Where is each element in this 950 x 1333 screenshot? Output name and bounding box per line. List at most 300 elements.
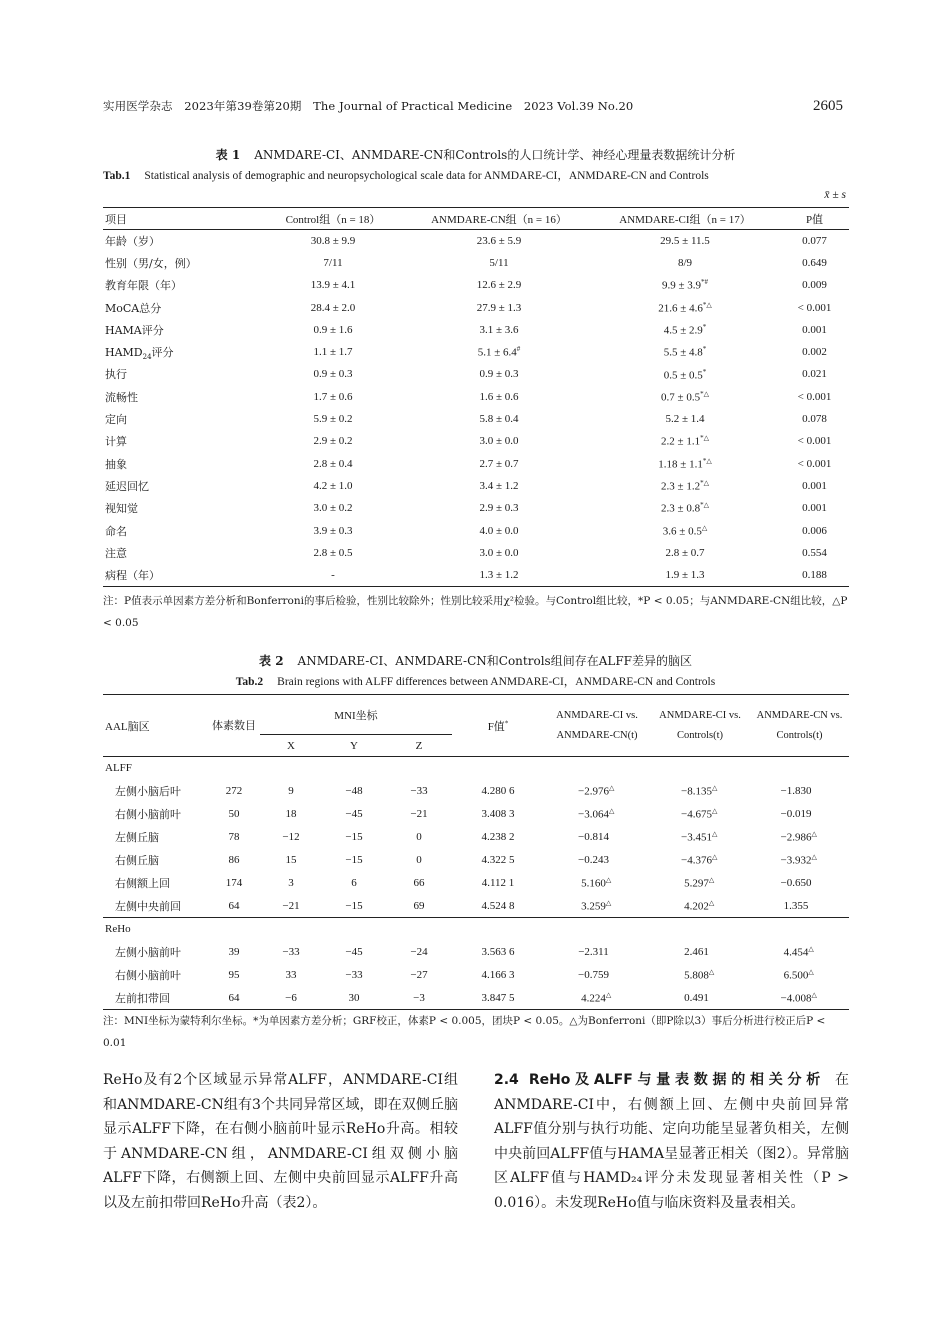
ci-value: 1.9 ± 1.3 bbox=[665, 568, 705, 581]
t-mark: △ bbox=[608, 807, 615, 816]
cell-p: 0.009 bbox=[802, 279, 827, 292]
t-mark: △ bbox=[811, 830, 817, 839]
cell-item bbox=[103, 363, 258, 385]
table2-caption-en bbox=[103, 673, 848, 689]
t-value: −4.376 bbox=[681, 854, 712, 867]
t-value: −3.932 bbox=[780, 854, 812, 867]
cell-cn bbox=[408, 341, 590, 363]
table-row bbox=[103, 230, 849, 252]
cell-voxels: 86 bbox=[228, 854, 240, 866]
t-value: −0.019 bbox=[780, 808, 812, 820]
table-row bbox=[103, 895, 849, 918]
body-left-column: ReHo及有2个区域显示异常ALFF，ANMDARE-CI组和ANMDARE-CN组有3个共同异常区域，即在双侧丘脑显示ALFF下降，在右侧小脑前叶显示ReHo升高。相较于ANMDARE-CN组，ANMDARE-CI组双侧小脑ALFF下降，右侧额上回、左侧中央前回显示ALFF升高以及左前扣带回ReHo升高（表2）。 bbox=[103, 1072, 458, 1211]
table-row bbox=[103, 497, 849, 519]
t-value: −2.986 bbox=[780, 831, 812, 844]
cell-control: 2.8 ± 0.4 bbox=[313, 457, 353, 470]
cell-p: < 0.001 bbox=[797, 301, 832, 314]
cn-value: 5.1 ± 6.4 bbox=[477, 346, 517, 359]
table1-unit: x̄ ± s bbox=[824, 189, 846, 201]
cell-ci-vs-ctrl bbox=[650, 941, 750, 964]
cell-ci-vs-cn bbox=[544, 780, 650, 803]
cell-cn bbox=[408, 497, 590, 519]
cell-ci bbox=[590, 386, 780, 408]
cell-ci-vs-ctrl bbox=[650, 849, 750, 872]
cn-value: 5.8 ± 0.4 bbox=[479, 413, 519, 426]
item-tail: 评分 bbox=[151, 345, 174, 359]
cell-region: 左前扣带回 bbox=[103, 987, 208, 1010]
ci-mark: *△ bbox=[702, 456, 712, 465]
cell-p: 0.002 bbox=[802, 346, 827, 359]
cn-value: 3.4 ± 1.2 bbox=[479, 479, 519, 492]
table2-label-en: Tab.2 bbox=[235, 676, 264, 688]
ci-mark: * bbox=[702, 323, 707, 331]
cn-value: 3.0 ± 0.0 bbox=[479, 435, 519, 448]
cell-ci bbox=[590, 230, 780, 252]
cell-voxels: 95 bbox=[228, 969, 240, 981]
cell-z: −33 bbox=[410, 785, 428, 797]
item-label: 延迟回忆 bbox=[105, 479, 149, 493]
cell-control: 13.9 ± 4.1 bbox=[310, 279, 356, 292]
item-label: 性别（男/女，例） bbox=[105, 256, 197, 270]
cell-voxels: 50 bbox=[228, 808, 240, 820]
group-row bbox=[103, 918, 849, 941]
t-value: −0.243 bbox=[578, 854, 609, 866]
table2-caption-cn bbox=[103, 652, 848, 669]
table1-header-row bbox=[103, 208, 849, 230]
cell-cn-vs-ctrl bbox=[750, 941, 849, 964]
col-header-control: Control组（n = 18） bbox=[258, 208, 408, 230]
table-row bbox=[103, 430, 849, 452]
col-header-y: Y bbox=[322, 735, 386, 757]
cell-ci-vs-cn bbox=[544, 872, 650, 895]
col-header-cn: ANMDARE-CN组（n = 16） bbox=[408, 208, 590, 230]
table-row bbox=[103, 475, 849, 497]
table1-title-cn: ANMDARE-CI、ANMDARE-CN和Controls的人口统计学、神经心理量表数据统计分析 bbox=[254, 148, 736, 162]
cn-value: 2.9 ± 0.3 bbox=[479, 502, 519, 515]
cell-ci-vs-ctrl bbox=[650, 987, 750, 1010]
item-label: HAMA评分 bbox=[105, 323, 164, 337]
cell-f: 4.322 5 bbox=[481, 854, 515, 866]
cell-control: 1.1 ± 1.7 bbox=[313, 346, 353, 359]
t-mark: △ bbox=[605, 876, 612, 885]
table2-note: 注：MNI坐标为蒙特利尔坐标。*为单因素方差分析；GRF校正，体素P < 0.005，团块P < 0.05。△为Bonferroni（即P除以3）事后分析进行校正后P < 0.01 bbox=[103, 1015, 826, 1049]
cell-p: 0.006 bbox=[802, 524, 827, 537]
cell-cn bbox=[408, 319, 590, 341]
cell-ci bbox=[590, 296, 780, 318]
cell-voxels: 272 bbox=[225, 785, 243, 797]
col-header-mni: MNI坐标 bbox=[260, 695, 452, 735]
cell-x: −33 bbox=[282, 946, 300, 958]
t-mark: △ bbox=[708, 898, 715, 907]
t-value: 1.355 bbox=[783, 899, 809, 912]
col-header-f bbox=[452, 695, 544, 757]
cell-cn bbox=[408, 363, 590, 385]
cell-y: −45 bbox=[345, 808, 363, 820]
t-value: −4.675 bbox=[681, 808, 712, 821]
table1-title-en: Statistical analysis of demographic and neuropsychological scale data for ANMDARE-CI，ANMDARE-CN and Controls bbox=[144, 170, 709, 182]
cell-ci bbox=[590, 319, 780, 341]
item-label: 执行 bbox=[105, 368, 127, 382]
cell-ci bbox=[590, 274, 780, 296]
cell-p: 0.554 bbox=[802, 546, 827, 559]
cell-control: 3.0 ± 0.2 bbox=[313, 502, 353, 515]
cell-z: 0 bbox=[416, 831, 422, 843]
body-right-column bbox=[494, 1068, 849, 1216]
cell-item bbox=[103, 230, 258, 252]
cell-item bbox=[103, 564, 258, 586]
table-row bbox=[103, 849, 849, 872]
cell-cn bbox=[408, 475, 590, 497]
table-row bbox=[103, 941, 849, 964]
cell-ci-vs-ctrl bbox=[650, 780, 750, 803]
cn-value: 27.9 ± 1.3 bbox=[476, 301, 522, 314]
cell-item bbox=[103, 274, 258, 296]
table-row bbox=[103, 408, 849, 430]
item-label: 病程（年） bbox=[105, 568, 160, 582]
cn-value: 12.6 ± 2.9 bbox=[476, 279, 522, 292]
table-row bbox=[103, 872, 849, 895]
ci-mark: *# bbox=[701, 278, 709, 287]
cn-value: 4.0 ± 0.0 bbox=[479, 524, 519, 537]
t-value: −4.008 bbox=[780, 992, 812, 1005]
table1-label-cn: 表 1 bbox=[215, 148, 241, 162]
cell-x: 9 bbox=[288, 785, 294, 797]
cell-ci bbox=[590, 564, 780, 586]
cell-z: 0 bbox=[416, 854, 422, 866]
cell-item bbox=[103, 319, 258, 341]
cell-ci bbox=[590, 363, 780, 385]
ci-value: 2.8 ± 0.7 bbox=[665, 546, 705, 559]
cell-ci-vs-cn bbox=[544, 803, 650, 826]
f-label: F值 bbox=[487, 720, 505, 733]
cell-ci bbox=[590, 475, 780, 497]
cell-item bbox=[103, 542, 258, 564]
page-number: 2605 bbox=[813, 98, 843, 114]
cell-voxels: 39 bbox=[228, 946, 240, 958]
ci-value: 5.2 ± 1.4 bbox=[665, 413, 705, 426]
t-value: 2.461 bbox=[684, 946, 709, 958]
cell-control: 1.7 ± 0.6 bbox=[313, 390, 353, 403]
cell-f: 3.408 3 bbox=[481, 808, 515, 820]
cell-cn-vs-ctrl bbox=[750, 849, 849, 872]
cell-y: −15 bbox=[345, 831, 363, 843]
col-header-voxels: 体素数目 bbox=[208, 695, 260, 757]
item-label: MoCA总分 bbox=[105, 301, 162, 315]
col-header-item: 项目 bbox=[103, 208, 258, 230]
cn-value: 5/11 bbox=[489, 256, 509, 269]
cell-region: 左侧小脑前叶 bbox=[115, 946, 181, 959]
table-row bbox=[103, 803, 849, 826]
cell-p: 0.021 bbox=[802, 368, 827, 381]
table-row bbox=[103, 252, 849, 274]
cell-ci-vs-ctrl bbox=[650, 803, 750, 826]
item-label: 计算 bbox=[105, 435, 127, 449]
cell-voxels: 174 bbox=[225, 877, 243, 889]
cell-cn-vs-ctrl bbox=[750, 964, 849, 987]
cell-ci bbox=[590, 341, 780, 363]
cell-f: 4.238 2 bbox=[481, 831, 515, 843]
ci-mark: * bbox=[702, 367, 707, 376]
t-value: −3.064 bbox=[578, 808, 609, 821]
table-row bbox=[103, 964, 849, 987]
cell-cn-vs-ctrl bbox=[750, 987, 849, 1010]
table-row bbox=[103, 826, 849, 849]
cell-x: 3 bbox=[288, 877, 294, 889]
cn-value: 3.1 ± 3.6 bbox=[479, 323, 519, 336]
cell-control: 4.2 ± 1.0 bbox=[313, 479, 353, 492]
cell-ci-vs-cn bbox=[544, 964, 650, 987]
t-value: 4.454 bbox=[783, 946, 809, 959]
cell-p: 0.078 bbox=[802, 413, 827, 426]
cell-cn-vs-ctrl bbox=[750, 780, 849, 803]
cell-control: 3.9 ± 0.3 bbox=[313, 524, 353, 537]
item-label: 抽象 bbox=[105, 457, 127, 471]
cell-region: 左侧小脑后叶 bbox=[115, 785, 181, 798]
ci-value: 9.9 ± 3.9 bbox=[661, 280, 702, 293]
cell-f: 3.847 5 bbox=[452, 987, 544, 1010]
t-value: −1.830 bbox=[780, 785, 812, 797]
ci-value: 3.6 ± 0.5 bbox=[662, 525, 702, 538]
cell-voxels: 64 bbox=[208, 987, 260, 1010]
cn-value: 2.7 ± 0.7 bbox=[479, 457, 519, 470]
cn-mark: # bbox=[516, 345, 521, 354]
cell-control: - bbox=[258, 564, 408, 586]
t-mark: △ bbox=[711, 784, 718, 793]
ci-mark: * bbox=[702, 345, 707, 354]
t-value: −8.135 bbox=[681, 785, 712, 798]
ci-value: 21.6 ± 4.6 bbox=[658, 302, 703, 315]
item-label: 注意 bbox=[105, 546, 127, 560]
cell-ci-vs-cn bbox=[544, 987, 650, 1010]
cell-x: −6 bbox=[260, 987, 322, 1010]
cell-z: −3 bbox=[386, 987, 452, 1010]
cell-ci bbox=[590, 542, 780, 564]
group-name: ReHo bbox=[105, 923, 131, 936]
table1-body bbox=[103, 230, 849, 587]
cell-control: 28.4 ± 2.0 bbox=[310, 301, 356, 314]
cell-z: −21 bbox=[410, 808, 428, 820]
cell-item bbox=[103, 341, 258, 363]
cell-x: 15 bbox=[285, 854, 297, 866]
t-mark: △ bbox=[608, 784, 615, 793]
item-label: 年龄（岁） bbox=[105, 234, 160, 248]
t-value: 3.259 bbox=[581, 900, 606, 913]
table-row bbox=[103, 319, 849, 341]
col-header-region: AAL脑区 bbox=[103, 695, 208, 757]
item-label: 定向 bbox=[105, 413, 127, 427]
cell-region: 右侧小脑前叶 bbox=[115, 969, 181, 982]
col-header-cn-vs-ctrl: ANMDARE-CN vs. Controls(t) bbox=[750, 695, 849, 757]
t-mark: △ bbox=[708, 876, 715, 885]
cell-cn bbox=[408, 542, 590, 564]
cell-p: 0.001 bbox=[802, 323, 827, 336]
cell-y: 6 bbox=[351, 877, 357, 889]
ci-value: 0.5 ± 0.5 bbox=[663, 369, 703, 382]
t-mark: △ bbox=[711, 807, 718, 816]
item-label: 命名 bbox=[105, 524, 127, 538]
cell-cn-vs-ctrl bbox=[750, 826, 849, 849]
cell-cn bbox=[408, 408, 590, 430]
item-subscript: 24 bbox=[142, 352, 152, 361]
item-label: 教育年限（年） bbox=[105, 279, 182, 293]
cell-x: 18 bbox=[285, 808, 297, 820]
table-row bbox=[103, 296, 849, 318]
ci-mark: *△ bbox=[700, 389, 709, 398]
cell-cn bbox=[408, 230, 590, 252]
cell-control: 0.9 ± 1.6 bbox=[313, 323, 353, 336]
ci-value: 2.3 ± 0.8 bbox=[661, 503, 701, 516]
cell-control: 30.8 ± 9.9 bbox=[310, 234, 356, 247]
table2-label-cn: 表 2 bbox=[259, 654, 284, 668]
cell-region: 左侧中央前回 bbox=[103, 895, 208, 918]
cell-cn-vs-ctrl bbox=[750, 872, 849, 895]
cell-f: 4.280 6 bbox=[481, 785, 515, 797]
section-text: 在ANMDARE-CI中，右侧额上回、左侧中央前回异常ALFF值分别与执行功能、定向功能呈显著负相关，左侧中央前回ALFF值与HAMA呈显著正相关（图2）。异常脑区ALFF值与HAMD₂₄评分未发现显著相关性（P > 0.016）。未发现ReHo值与临床资料及量表相关。 bbox=[494, 1072, 849, 1211]
item-label: 流畅性 bbox=[105, 390, 138, 404]
cell-voxels: 78 bbox=[228, 831, 240, 843]
t-mark: △ bbox=[808, 968, 814, 977]
cell-cn-vs-ctrl bbox=[750, 895, 849, 918]
table1-caption-en bbox=[103, 167, 848, 183]
cell-y: −33 bbox=[345, 969, 363, 981]
ci-value: 2.3 ± 1.2 bbox=[661, 480, 701, 493]
cn-value: 3.0 ± 0.0 bbox=[479, 546, 519, 559]
ci-mark: △ bbox=[701, 523, 708, 532]
cn-value: 1.6 ± 0.6 bbox=[479, 390, 519, 403]
t-value: −3.451 bbox=[681, 831, 712, 844]
cn-value: 1.3 ± 1.2 bbox=[479, 568, 519, 581]
t-value: −0.814 bbox=[578, 831, 609, 843]
cell-z: −27 bbox=[410, 969, 428, 981]
t-mark: △ bbox=[711, 830, 718, 839]
cell-item bbox=[103, 519, 258, 541]
ci-mark: *△ bbox=[700, 479, 709, 488]
cell-y: −15 bbox=[322, 895, 386, 918]
cell-p: < 0.001 bbox=[797, 435, 832, 448]
journal-info: 实用医学杂志 2023年第39卷第20期 The Journal of Practical Medicine 2023 Vol.39 No.20 bbox=[103, 99, 634, 113]
cell-p: 0.001 bbox=[802, 479, 827, 492]
cell-cn bbox=[408, 386, 590, 408]
t-value: 5.160 bbox=[581, 877, 606, 890]
cell-item bbox=[103, 386, 258, 408]
cell-ci-vs-ctrl bbox=[650, 964, 750, 987]
cell-region: 右侧小脑前叶 bbox=[115, 808, 181, 821]
table-row bbox=[103, 341, 849, 363]
table-row bbox=[103, 519, 849, 541]
cell-y: −45 bbox=[345, 946, 363, 958]
cell-p: < 0.001 bbox=[797, 457, 832, 470]
cell-p: 0.001 bbox=[802, 502, 827, 515]
ci-value: 1.18 ± 1.1 bbox=[658, 458, 703, 471]
item-label: HAMD bbox=[105, 345, 143, 359]
cell-y: −15 bbox=[345, 854, 363, 866]
t-value: 4.202 bbox=[684, 900, 709, 913]
cell-item bbox=[103, 296, 258, 318]
cn-value: 0.9 ± 0.3 bbox=[479, 368, 519, 381]
ci-value: 8/9 bbox=[677, 256, 693, 269]
cell-ci bbox=[590, 430, 780, 452]
t-value: 5.297 bbox=[684, 877, 709, 890]
item-label: 视知觉 bbox=[105, 502, 138, 516]
t-mark: △ bbox=[811, 853, 817, 862]
table2-title-en: Brain regions with ALFF differences between ANMDARE-CI，ANMDARE-CN and Controls bbox=[277, 676, 716, 688]
cell-z: −24 bbox=[410, 946, 428, 958]
cell-y: −48 bbox=[345, 785, 363, 797]
cell-ci-vs-cn bbox=[544, 826, 650, 849]
cell-region: 左侧丘脑 bbox=[115, 831, 159, 844]
col-header-ci-vs-ctrl: ANMDARE-CI vs. Controls(t) bbox=[650, 695, 750, 757]
running-header bbox=[103, 98, 843, 120]
cell-ci bbox=[590, 252, 780, 274]
cell-cn bbox=[408, 564, 590, 586]
cell-item bbox=[103, 252, 258, 274]
cell-p: 0.077 bbox=[802, 234, 827, 247]
cell-ci-vs-cn bbox=[544, 941, 650, 964]
t-value: 5.808 bbox=[684, 969, 709, 982]
t-value: −2.976 bbox=[578, 785, 609, 798]
table1-caption-cn bbox=[103, 146, 848, 163]
cell-cn bbox=[408, 274, 590, 296]
cell-item bbox=[103, 452, 258, 474]
t-value: −0.759 bbox=[578, 969, 609, 981]
col-header-ci-vs-cn: ANMDARE-CI vs. ANMDARE-CN(t) bbox=[544, 695, 650, 757]
table2 bbox=[103, 694, 849, 1010]
t-mark: △ bbox=[711, 853, 718, 862]
section-number: 2.4 bbox=[494, 1072, 519, 1088]
table-row bbox=[103, 780, 849, 803]
cell-cn bbox=[408, 430, 590, 452]
cell-cn-vs-ctrl bbox=[750, 803, 849, 826]
cell-f: 4.524 8 bbox=[452, 895, 544, 918]
ci-value: 0.7 ± 0.5 bbox=[661, 391, 701, 404]
table-row bbox=[103, 564, 849, 586]
t-mark: △ bbox=[605, 990, 612, 999]
table-row bbox=[103, 386, 849, 408]
cell-ci-vs-cn bbox=[544, 849, 650, 872]
cell-cn bbox=[408, 252, 590, 274]
cell-item bbox=[103, 408, 258, 430]
t-mark: △ bbox=[708, 968, 715, 977]
table1-note: 注：P值表示单因素方差分析和Bonferroni的事后检验，性别比较除外；性别比较采用χ²检验。与Control组比较，*P < 0.05；与ANMDARE-CN组比较，△P < 0.05 bbox=[103, 595, 848, 629]
col-header-p: P值 bbox=[780, 208, 849, 230]
cell-ci-vs-ctrl bbox=[650, 826, 750, 849]
table-row bbox=[103, 542, 849, 564]
table2-title-cn: ANMDARE-CI、ANMDARE-CN和Controls组间存在ALFF差异的脑区 bbox=[297, 654, 692, 668]
cell-cn bbox=[408, 296, 590, 318]
cell-item bbox=[103, 430, 258, 452]
cell-ci bbox=[590, 452, 780, 474]
cell-f: 4.166 3 bbox=[481, 969, 515, 981]
cell-p: < 0.001 bbox=[797, 390, 832, 403]
cell-ci-vs-ctrl bbox=[650, 895, 750, 918]
col-header-z: Z bbox=[386, 735, 452, 757]
table-row bbox=[103, 452, 849, 474]
t-value: 0.491 bbox=[684, 991, 709, 1004]
t-value: −2.311 bbox=[578, 946, 609, 958]
cell-cn bbox=[408, 519, 590, 541]
cell-item bbox=[103, 475, 258, 497]
cell-control: 2.9 ± 0.2 bbox=[313, 435, 353, 448]
cell-x: −12 bbox=[282, 831, 300, 843]
f-mark: * bbox=[504, 718, 509, 727]
cell-y: 30 bbox=[322, 987, 386, 1010]
cell-p: 0.649 bbox=[802, 256, 827, 269]
ci-mark: *△ bbox=[700, 501, 709, 510]
ci-value: 2.2 ± 1.1 bbox=[661, 436, 701, 449]
cell-cn bbox=[408, 452, 590, 474]
cell-p: 0.188 bbox=[780, 564, 849, 586]
cell-item bbox=[103, 497, 258, 519]
